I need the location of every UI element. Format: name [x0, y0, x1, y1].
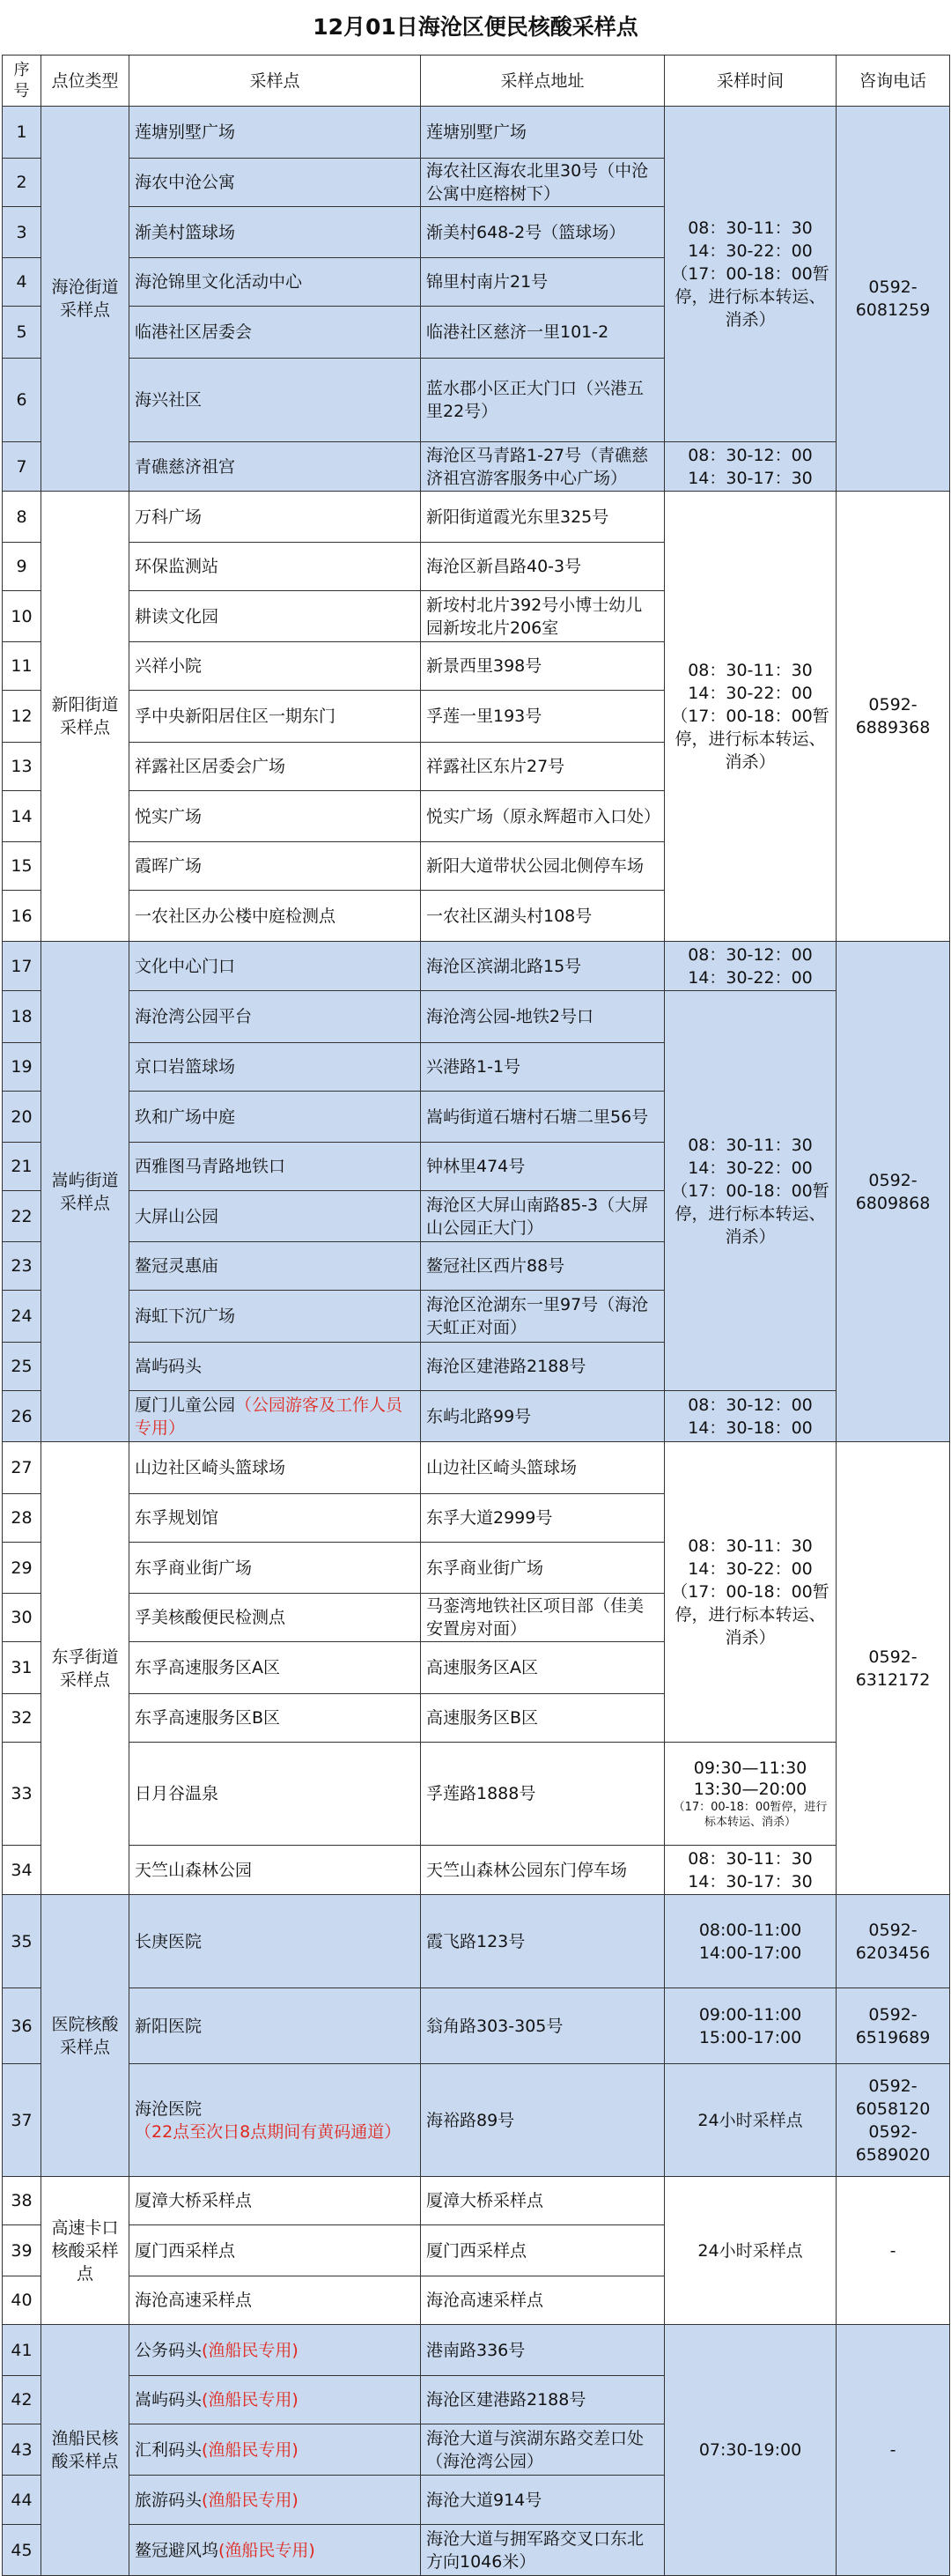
site-name — [129, 1092, 421, 1143]
page-title: 12月01日海沧区便民核酸采样点 — [313, 14, 638, 40]
site-address: 临港社区慈济一里101-2 — [421, 307, 665, 359]
row-index: 26 — [3, 1391, 41, 1442]
row-index: 36 — [3, 1988, 41, 2064]
site-address: 海裕路89号 — [421, 2064, 665, 2177]
site-name — [129, 1988, 421, 2064]
site-note: (渔船民专用) — [218, 2540, 315, 2560]
site-address: 高速服务区B区 — [421, 1694, 665, 1743]
row-index: 25 — [3, 1343, 41, 1391]
site-name-text: 东孚规划馆 — [135, 1508, 219, 1528]
site-note: （22点至次日8点期间有黄码通道） — [135, 2121, 402, 2142]
row-index: 41 — [3, 2325, 41, 2376]
site-name — [129, 159, 421, 207]
site-name-text: 兴祥小院 — [135, 656, 203, 676]
site-name — [129, 1343, 421, 1391]
site-address: 东孚大道2999号 — [421, 1494, 665, 1543]
row-index: 15 — [3, 842, 41, 891]
site-name — [129, 2225, 421, 2276]
site-address: 马銮湾地铁社区项目部（佳美安置房对面） — [421, 1594, 665, 1642]
site-name — [129, 2325, 421, 2376]
site-name — [129, 2376, 421, 2424]
phone: 0592-6203456 — [837, 1895, 950, 1988]
site-name-text: 山边社区崎头篮球场 — [135, 1458, 286, 1477]
site-note: （公园游客及工作人员专用） — [135, 1395, 403, 1438]
site-address: 厦漳大桥采样点 — [421, 2177, 665, 2225]
site-name — [129, 591, 421, 642]
site-address: 东屿北路99号 — [421, 1391, 665, 1442]
row-index: 40 — [3, 2276, 41, 2325]
site-name — [129, 1391, 421, 1442]
row-index: 4 — [3, 258, 41, 307]
site-address: 孚莲路1888号 — [421, 1743, 665, 1846]
row-index: 21 — [3, 1143, 41, 1191]
site-name-text: 公务码头 — [135, 2340, 203, 2360]
site-address: 东孚商业街广场 — [421, 1543, 665, 1594]
row-index: 13 — [3, 743, 41, 791]
row-index: 22 — [3, 1191, 41, 1242]
sampling-time: 08：30-11：30 14：30-22：00 （17：00-18：00暂停，进行标本转运、消杀） — [665, 1442, 837, 1743]
site-type: 新阳街道采样点 — [41, 492, 129, 942]
site-name-text: 嵩屿码头 — [135, 2390, 203, 2409]
row-index: 6 — [3, 359, 41, 442]
site-name — [129, 2424, 421, 2476]
site-name — [129, 2177, 421, 2225]
row-index: 12 — [3, 691, 41, 743]
table-row — [3, 1391, 950, 1442]
table-row — [3, 1846, 950, 1895]
row-index: 24 — [3, 1291, 41, 1343]
row-index: 19 — [3, 1043, 41, 1092]
row-index: 35 — [3, 1895, 41, 1988]
site-name — [129, 691, 421, 743]
site-name — [129, 1494, 421, 1543]
table-body — [3, 107, 950, 2576]
table-row — [3, 1895, 950, 1988]
sampling-time: 08：30-11：30 14：30-22：00 （17：00-18：00暂停，进行标本转运、消杀） — [665, 991, 837, 1391]
site-address: 港南路336号 — [421, 2325, 665, 2376]
site-name-text: 悦实广场 — [135, 806, 203, 826]
site-name — [129, 2064, 421, 2177]
table-row — [3, 942, 950, 991]
site-name-text: 海兴社区 — [135, 390, 203, 410]
row-index: 5 — [3, 307, 41, 359]
site-name — [129, 1442, 421, 1494]
row-index: 2 — [3, 159, 41, 207]
site-name — [129, 1043, 421, 1092]
sampling-time: 09:30—11:30 13:30—20:00 （17：00-18：00暂停，进行标本转运、消杀） — [665, 1743, 837, 1846]
row-index: 11 — [3, 642, 41, 691]
site-address: 海沧区大屏山南路85-3（大屏山公园正大门） — [421, 1191, 665, 1242]
time-note: （17：00-18：00暂停，进行标本转运、消杀） — [673, 1800, 828, 1829]
site-name-text: 海沧医院 — [135, 2099, 203, 2119]
row-index: 34 — [3, 1846, 41, 1895]
site-address: 蓝水郡小区正大门口（兴港五里22号） — [421, 359, 665, 442]
site-address: 海沧区建港路2188号 — [421, 2376, 665, 2424]
site-address: 渐美村648-2号（篮球场） — [421, 207, 665, 258]
site-address: 山边社区崎头篮球场 — [421, 1442, 665, 1494]
phone: - — [837, 2325, 950, 2576]
site-name-text: 海沧高速采样点 — [135, 2291, 253, 2310]
sampling-time: 08：30-11：30 14：30-22：00 （17：00-18：00暂停，进行标本转运、消杀） — [665, 107, 837, 442]
table-row — [3, 1743, 950, 1846]
site-note: (渔船民专用) — [202, 2439, 299, 2460]
site-type: 东孚街道采样点 — [41, 1442, 129, 1895]
site-name — [129, 258, 421, 307]
site-name — [129, 942, 421, 991]
site-note: (渔船民专用) — [202, 2390, 299, 2409]
row-index: 20 — [3, 1092, 41, 1143]
site-name — [129, 543, 421, 591]
site-type: 海沧街道采样点 — [41, 107, 129, 492]
row-index: 8 — [3, 492, 41, 543]
site-name — [129, 842, 421, 891]
site-name-text: 鳌冠灵惠庙 — [135, 1256, 219, 1276]
site-address: 兴港路1-1号 — [421, 1043, 665, 1092]
site-address: 海沧区沧湖东一里97号（海沧天虹正对面） — [421, 1291, 665, 1343]
site-name-text: 东孚高速服务区A区 — [135, 1658, 280, 1677]
site-name — [129, 1743, 421, 1846]
table-row — [3, 442, 950, 492]
site-note: (渔船民专用) — [202, 2340, 299, 2360]
site-type: 渔船民核酸采样点 — [41, 2325, 129, 2576]
site-name — [129, 1694, 421, 1743]
site-name — [129, 1242, 421, 1291]
header-type: 点位类型 — [41, 56, 129, 107]
site-address: 鳌冠社区西片88号 — [421, 1242, 665, 1291]
row-index: 30 — [3, 1594, 41, 1642]
row-index: 28 — [3, 1494, 41, 1543]
site-name — [129, 359, 421, 442]
site-name-text: 海虹下沉广场 — [135, 1307, 236, 1326]
site-name-text: 汇利码头 — [135, 2439, 203, 2460]
site-address: 翁角路303-305号 — [421, 1988, 665, 2064]
site-name-text: 祥露社区居委会广场 — [135, 757, 286, 776]
sampling-time: 08：30-11：30 14：30-17：30 — [665, 1846, 837, 1895]
site-name-text: 东孚商业街广场 — [135, 1558, 253, 1578]
site-address: 悦实广场（原永辉超市入口处） — [421, 791, 665, 842]
site-name — [129, 791, 421, 842]
site-name-text: 新阳医院 — [135, 2016, 203, 2036]
site-name-text: 海农中沧公寓 — [135, 173, 236, 192]
site-address: 嵩屿街道石塘村石塘二里56号 — [421, 1092, 665, 1143]
site-name-text: 环保监测站 — [135, 557, 219, 576]
site-name — [129, 1191, 421, 1242]
site-note: (渔船民专用) — [202, 2490, 299, 2510]
site-name-text: 青礁慈济祖宫 — [135, 456, 236, 477]
site-address: 海沧湾公园-地铁2号口 — [421, 991, 665, 1043]
header-site: 采样点 — [129, 56, 421, 107]
site-name-text: 孚中央新阳居住区一期东门 — [135, 707, 336, 726]
sampling-time: 08：30-11：30 14：30-22：00 （17：00-18：00暂停，进行标本转运、消杀） — [665, 492, 837, 942]
row-index: 44 — [3, 2476, 41, 2525]
row-index: 43 — [3, 2424, 41, 2476]
table-row — [3, 991, 950, 1043]
site-address: 祥露社区东片27号 — [421, 743, 665, 791]
table-row — [3, 492, 950, 543]
row-index: 27 — [3, 1442, 41, 1494]
site-address: 孚莲一里193号 — [421, 691, 665, 743]
site-name-text: 莲塘别墅广场 — [135, 122, 236, 142]
sampling-time: 08：30-12：00 14：30-18：00 — [665, 1391, 837, 1442]
sampling-table — [2, 55, 950, 2576]
sampling-time: 08：30-12：00 14：30-17：30 — [665, 442, 837, 492]
row-index: 17 — [3, 942, 41, 991]
site-name-text: 霞晖广场 — [135, 856, 203, 876]
site-name-text: 海沧湾公园平台 — [135, 1007, 253, 1026]
site-address: 海沧区马青路1-27号（青礁慈济祖宫游客服务中心广场） — [421, 442, 665, 492]
header-time: 采样时间 — [665, 56, 837, 107]
site-name — [129, 1642, 421, 1694]
phone: 0592-6809868 — [837, 942, 950, 1442]
site-name-text: 海沧锦里文化活动中心 — [135, 272, 303, 292]
site-name-text: 一农社区办公楼中庭检测点 — [135, 906, 336, 926]
row-index: 42 — [3, 2376, 41, 2424]
site-name-text: 耕读文化园 — [135, 606, 219, 626]
site-type: 嵩屿街道采样点 — [41, 942, 129, 1442]
row-index: 39 — [3, 2225, 41, 2276]
site-name — [129, 1291, 421, 1343]
site-address: 锦里村南片21号 — [421, 258, 665, 307]
site-address: 厦门西采样点 — [421, 2225, 665, 2276]
site-name-text: 西雅图马青路地铁口 — [135, 1157, 286, 1176]
site-name-text: 天竺山森林公园 — [135, 1860, 253, 1880]
site-address: 新垵村北片392号小博士幼儿园新垵北片206室 — [421, 591, 665, 642]
header-address: 采样点地址 — [421, 56, 665, 107]
site-address: 海沧大道与滨湖东路交差口处（海沧湾公园） — [421, 2424, 665, 2476]
site-address: 海沧大道与拥军路交叉口东北方向1046米） — [421, 2525, 665, 2576]
site-name-text: 嵩屿码头 — [135, 1357, 203, 1376]
site-address: 天竺山森林公园东门停车场 — [421, 1846, 665, 1895]
site-name-text: 厦门西采样点 — [135, 2240, 236, 2261]
site-name-text: 孚美核酸便民检测点 — [135, 1608, 286, 1627]
site-name — [129, 207, 421, 258]
site-address: 海沧区滨湖北路15号 — [421, 942, 665, 991]
site-name-text: 日月谷温泉 — [135, 1784, 219, 1803]
site-name-text: 临港社区居委会 — [135, 322, 253, 342]
site-address: 新阳大道带状公园北侧停车场 — [421, 842, 665, 891]
site-name — [129, 442, 421, 492]
row-index: 7 — [3, 442, 41, 492]
row-index: 10 — [3, 591, 41, 642]
row-index: 18 — [3, 991, 41, 1043]
site-name-text: 东孚高速服务区B区 — [135, 1708, 281, 1728]
site-name-text: 旅游码头 — [135, 2490, 203, 2510]
phone: 0592-6889368 — [837, 492, 950, 942]
phone: - — [837, 2177, 950, 2325]
row-index: 16 — [3, 891, 41, 942]
table-row — [3, 2064, 950, 2177]
phone: 0592-6519689 — [837, 1988, 950, 2064]
site-address: 霞飞路123号 — [421, 1895, 665, 1988]
row-index: 29 — [3, 1543, 41, 1594]
site-name-text: 京口岩篮球场 — [135, 1057, 236, 1077]
site-name-text: 玖和广场中庭 — [135, 1107, 236, 1127]
sampling-time: 24小时采样点 — [665, 2177, 837, 2325]
sampling-time: 07:30-19:00 — [665, 2325, 837, 2576]
row-index: 3 — [3, 207, 41, 258]
site-address: 高速服务区A区 — [421, 1642, 665, 1694]
table-row — [3, 1988, 950, 2064]
site-name — [129, 2276, 421, 2325]
header-phone: 咨询电话 — [837, 56, 950, 107]
site-address: 海沧区建港路2188号 — [421, 1343, 665, 1391]
site-type: 医院核酸采样点 — [41, 1895, 129, 2177]
site-name — [129, 1543, 421, 1594]
sampling-time: 08：30-12：00 14：30-22：00 — [665, 942, 837, 991]
row-index: 33 — [3, 1743, 41, 1846]
sampling-time: 24小时采样点 — [665, 2064, 837, 2177]
site-address: 一农社区湖头村108号 — [421, 891, 665, 942]
site-address: 莲塘别墅广场 — [421, 107, 665, 159]
site-address: 新景西里398号 — [421, 642, 665, 691]
table-row — [3, 107, 950, 159]
row-index: 9 — [3, 543, 41, 591]
site-type: 高速卡口核酸采样点 — [41, 2177, 129, 2325]
table-row — [3, 1442, 950, 1494]
row-index: 14 — [3, 791, 41, 842]
site-name — [129, 642, 421, 691]
row-index: 31 — [3, 1642, 41, 1694]
site-address: 海沧大道914号 — [421, 2476, 665, 2525]
phone: 0592-6058120 0592-6589020 — [837, 2064, 950, 2177]
site-name — [129, 1895, 421, 1988]
row-index: 38 — [3, 2177, 41, 2225]
site-name-text: 鳌冠避风坞 — [135, 2540, 219, 2560]
site-name — [129, 2525, 421, 2576]
site-name-text: 长庚医院 — [135, 1931, 203, 1951]
sampling-time: 08:00-11:00 14:00-17:00 — [665, 1895, 837, 1988]
site-address: 海沧高速采样点 — [421, 2276, 665, 2325]
table-row — [3, 2177, 950, 2225]
site-name-text: 厦漳大桥采样点 — [135, 2191, 253, 2210]
site-name — [129, 2476, 421, 2525]
row-index: 1 — [3, 107, 41, 159]
site-name — [129, 891, 421, 942]
site-name — [129, 1594, 421, 1642]
row-index: 23 — [3, 1242, 41, 1291]
site-name — [129, 743, 421, 791]
site-name — [129, 1143, 421, 1191]
phone: 0592-6081259 — [837, 107, 950, 492]
site-name — [129, 991, 421, 1043]
site-name — [129, 307, 421, 359]
row-index: 45 — [3, 2525, 41, 2576]
row-index: 32 — [3, 1694, 41, 1743]
header-index: 序号 — [3, 56, 41, 107]
site-name-text: 文化中心门口 — [135, 956, 236, 976]
site-name-text: 渐美村篮球场 — [135, 222, 236, 242]
site-address: 新阳街道霞光东里325号 — [421, 492, 665, 543]
site-address: 钟林里474号 — [421, 1143, 665, 1191]
site-name — [129, 107, 421, 159]
site-name-text: 万科广场 — [135, 507, 203, 527]
site-name-text: 厦门儿童公园 — [135, 1395, 236, 1415]
site-name — [129, 1846, 421, 1895]
site-address: 海沧区新昌路40-3号 — [421, 543, 665, 591]
table-row — [3, 2325, 950, 2376]
row-index: 37 — [3, 2064, 41, 2177]
site-address: 海农社区海农北里30号（中沧公寓中庭榕树下） — [421, 159, 665, 207]
sampling-time: 09:00-11:00 15:00-17:00 — [665, 1988, 837, 2064]
site-name-text: 大屏山公园 — [135, 1206, 219, 1226]
phone: 0592-6312172 — [837, 1442, 950, 1895]
site-name — [129, 492, 421, 543]
